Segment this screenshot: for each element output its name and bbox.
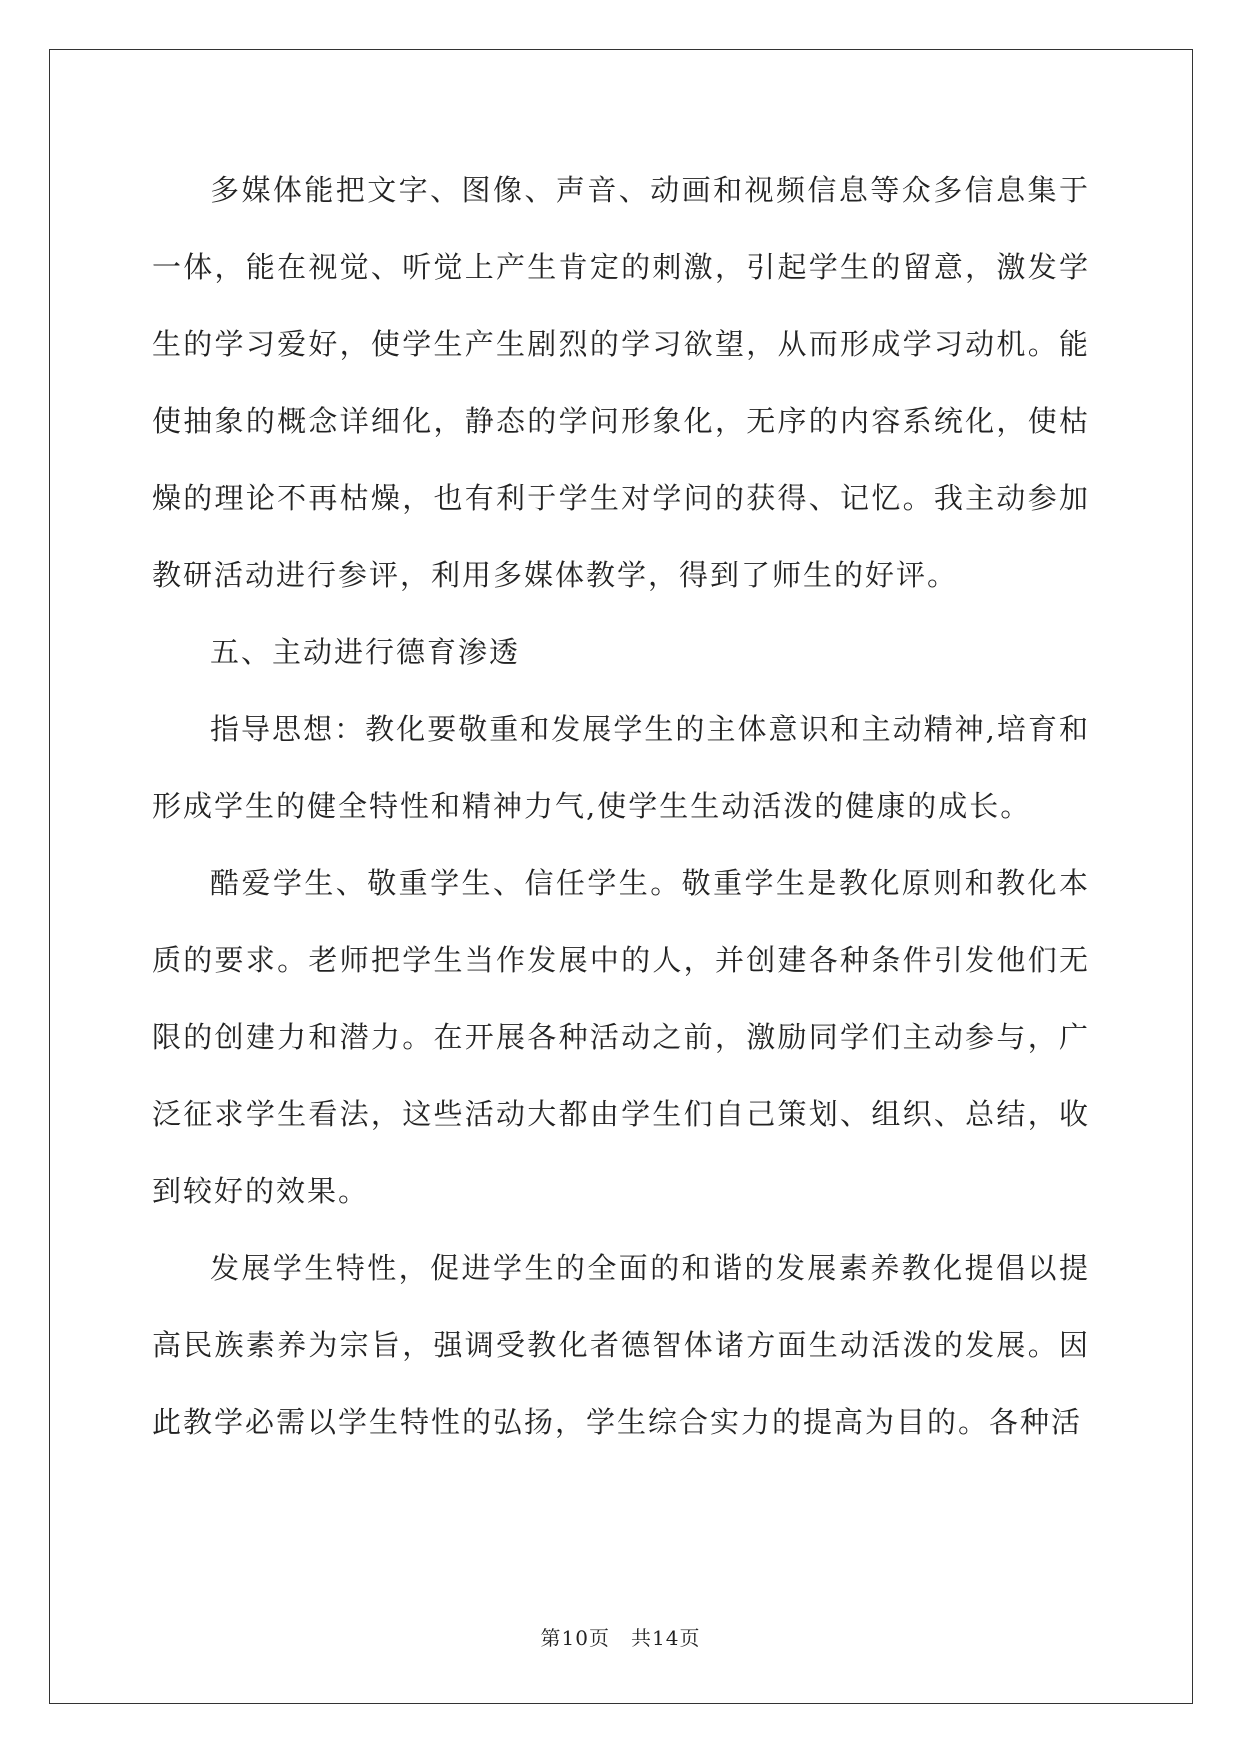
paragraph-multimedia: 多媒体能把文字、图像、声音、动画和视频信息等众多信息集于一体，能在视觉、听觉上产生肯定的刺激，引起学生的留意，激发学生的学习爱好，使学生产生剧烈的学习欲望，从而形成学习动机。能使抽象的概念详细化，静态的学问形象化，无序的内容系统化，使枯燥的理论不再枯燥，也有利于学生对学问的获得、记忆。我主动参加教研活动进行参评，利用多媒体教学，得到了师生的好评。 (152, 173, 1090, 592)
paragraph-respect-students: 酷爱学生、敬重学生、信任学生。敬重学生是教化原则和教化本质的要求。老师把学生当作发展中的人，并创建各种条件引发他们无限的创建力和潜力。在开展各种活动之前，激励同学们主动参与，广泛征求学生看法，这些活动大都由学生们自己策划、组织、总结，收到较好的效果。 (152, 866, 1090, 1208)
paragraph-guiding-thought: 指导思想：教化要敬重和发展学生的主体意识和主动精神,培育和形成学生的健全特性和精神力气,使学生生动活泼的健康的成长。 (152, 712, 1090, 823)
page-number-footer: 第10页 共14页 (540, 1626, 701, 1650)
paragraph-develop-individuality: 发展学生特性，促进学生的全面的和谐的发展素养教化提倡以提高民族素养为宗旨，强调受教化者德智体诸方面生动活泼的发展。因此教学必需以学生特性的弘扬，学生综合实力的提高为目的。各种活 (152, 1251, 1090, 1439)
section-heading-moral-education: 五、主动进行德育渗透 (210, 635, 521, 669)
document-body (152, 152, 1090, 1461)
